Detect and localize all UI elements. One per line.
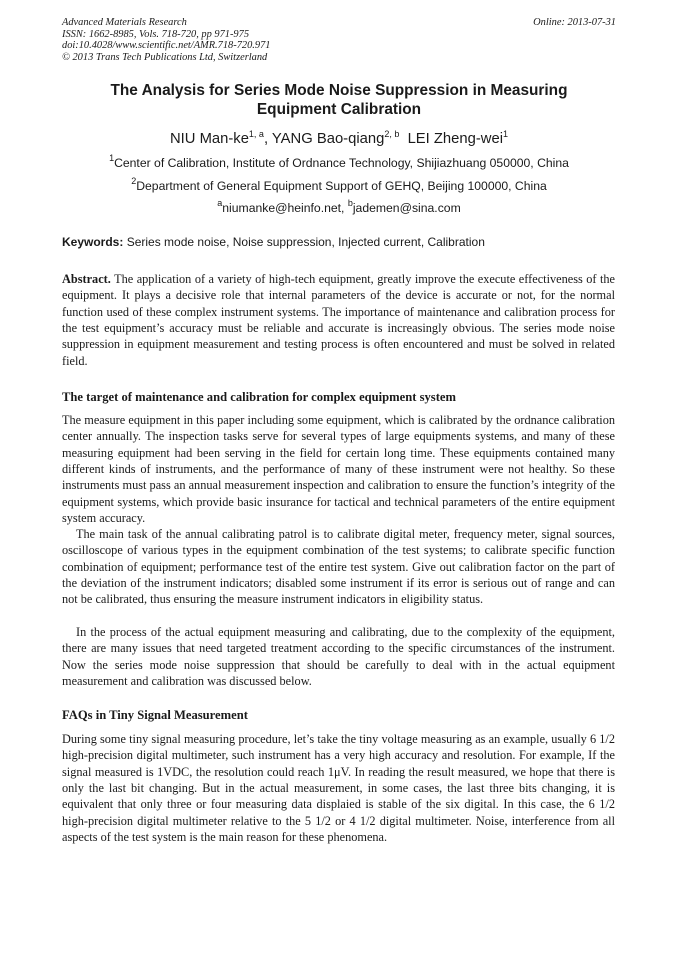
author-1-name: NIU Man-ke (169, 131, 249, 147)
section-1-paragraph-3-text: In the process of the actual equipment measuring and calibrating, due to the complexity of the equipment, there are many issues that need targeted treatment according to the specific circumstances of the instrument. Now the series mode noise suppression that should be carefully to deal with in the actual equipment measurement and calibration was discussed below. (62, 625, 615, 689)
title-line-2: Equipment Calibration (256, 101, 422, 118)
abstract-label: Abstract. (62, 272, 111, 286)
author-3-affil-marker: 1 (503, 129, 509, 139)
author-emails (62, 198, 616, 216)
author-2-affil-marker: 2, b (384, 129, 400, 139)
email-b-marker: b (347, 198, 353, 208)
author-separator: , (263, 131, 272, 147)
author-2-name: YANG Bao-qiang (271, 131, 385, 147)
email-a-marker: a (217, 198, 223, 208)
author-3-name: LEI Zheng-wei (407, 131, 503, 147)
paper-title (62, 81, 616, 119)
email-b: jademen@sina.com (352, 201, 461, 215)
email-a: niumanke@heinfo.net, (222, 201, 348, 215)
abstract-text: The application of a variety of high-tech equipment, greatly improve the execute effectiveness of the equipment. It plays a decisive role that internal parameters of the device is accurate or not, for the normal function used of these complex instrument systems. The importance of maintenance and calibration process for the test equipment’s accuracy must be reliable and accurate is increasingly obvious. The series mode noise suppression in equipment measurement and testing process is often encountered and must be solved in related field. (62, 272, 615, 368)
section-1-paragraph-3 (62, 624, 615, 689)
affiliation-1 (62, 153, 616, 171)
section-2-paragraph-1: During some tiny signal measuring procedure, let’s take the tiny voltage measuring as an example, usually 6 1/2 high-precision digital multimeter, such instrument has a very high accuracy and resolution. For example, If the signal measured is 1VDC, the resolution could reach 1μV. In reading the result measured, we hope that there is only the last bit changing. But in the actual measurement, in some cases, the last three bits changing, it is equivalent that only three or four measuring data displaied is stable of the six digital. In this case, the 6 1/2 high-precision digital multimeter relative to the 5 1/2 or 4 1/2 digital multimeter. Noise, interference from all aspects of the test system is the main reason for these phenomena. (62, 732, 615, 845)
abstract (62, 271, 615, 369)
journal-header (62, 17, 616, 63)
keywords-label: Keywords: (62, 235, 124, 249)
section-1-paragraph-2-text: The main task of the annual calibrating patrol is to calibrate digital meter, frequency meter, signal sources, oscilloscope of various types in the equipment combination of the test systems; to calibrate specific function combination of equipment; performance test of the entire test system. Give out calibration factor on the part of the deviation of the instrument indicators; disabled some instrument if its error is serious out of range and can not be calibrated, thus ensuring the measure instrument indicators in eligibility status. (62, 527, 615, 607)
section-1-heading: The target of maintenance and calibration for complex equipment system (62, 390, 456, 404)
online-date: Online: 2013-07-31 (533, 17, 616, 28)
affiliation-1-text: Center of Calibration, Institute of Ordnance Technology, Shijiazhuang 050000, China (114, 156, 569, 170)
journal-name: Advanced Materials Research (62, 17, 187, 28)
title-line-1: The Analysis for Series Mode Noise Suppression in Measuring (110, 82, 568, 99)
section-2-heading: FAQs in Tiny Signal Measurement (62, 708, 248, 722)
author-list (62, 130, 616, 148)
affiliation-2-marker: 2 (131, 176, 137, 186)
section-1-paragraph-1: The measure equipment in this paper including some equipment, which is calibrated by the ordnance calibration center annually. The inspection tasks serve for several types of large equipments systems, and many of these measuring equipment had been serving in the field for certain long time. These equipments contained many different kinds of instruments, and the performance of many of these instrument were not healthy. So these instruments must pass an annual measurement inspection and calibration to ensure the function’s integrity of the equipment systems, which provide basic insurance for tactical and technical parameters of the entire equipment system accuracy. (62, 413, 615, 526)
section-1-paragraph-2 (62, 526, 615, 608)
affiliation-2 (62, 176, 616, 194)
keywords (62, 235, 616, 250)
keywords-text: Series mode noise, Noise suppression, Injected current, Calibration (123, 235, 485, 249)
doi-line: doi:10.4028/www.scientific.net/AMR.718-720.971 (62, 40, 271, 51)
affiliation-1-marker: 1 (109, 153, 115, 163)
copyright-line: © 2013 Trans Tech Publications Ltd, Switzerland (62, 51, 268, 63)
author-1-affil-marker: 1, a (248, 129, 264, 139)
issn-line: ISSN: 1662-8985, Vols. 718-720, pp 971-975 (62, 28, 250, 40)
affiliation-2-text: Department of General Equipment Support of GEHQ, Beijing 100000, China (136, 179, 547, 193)
